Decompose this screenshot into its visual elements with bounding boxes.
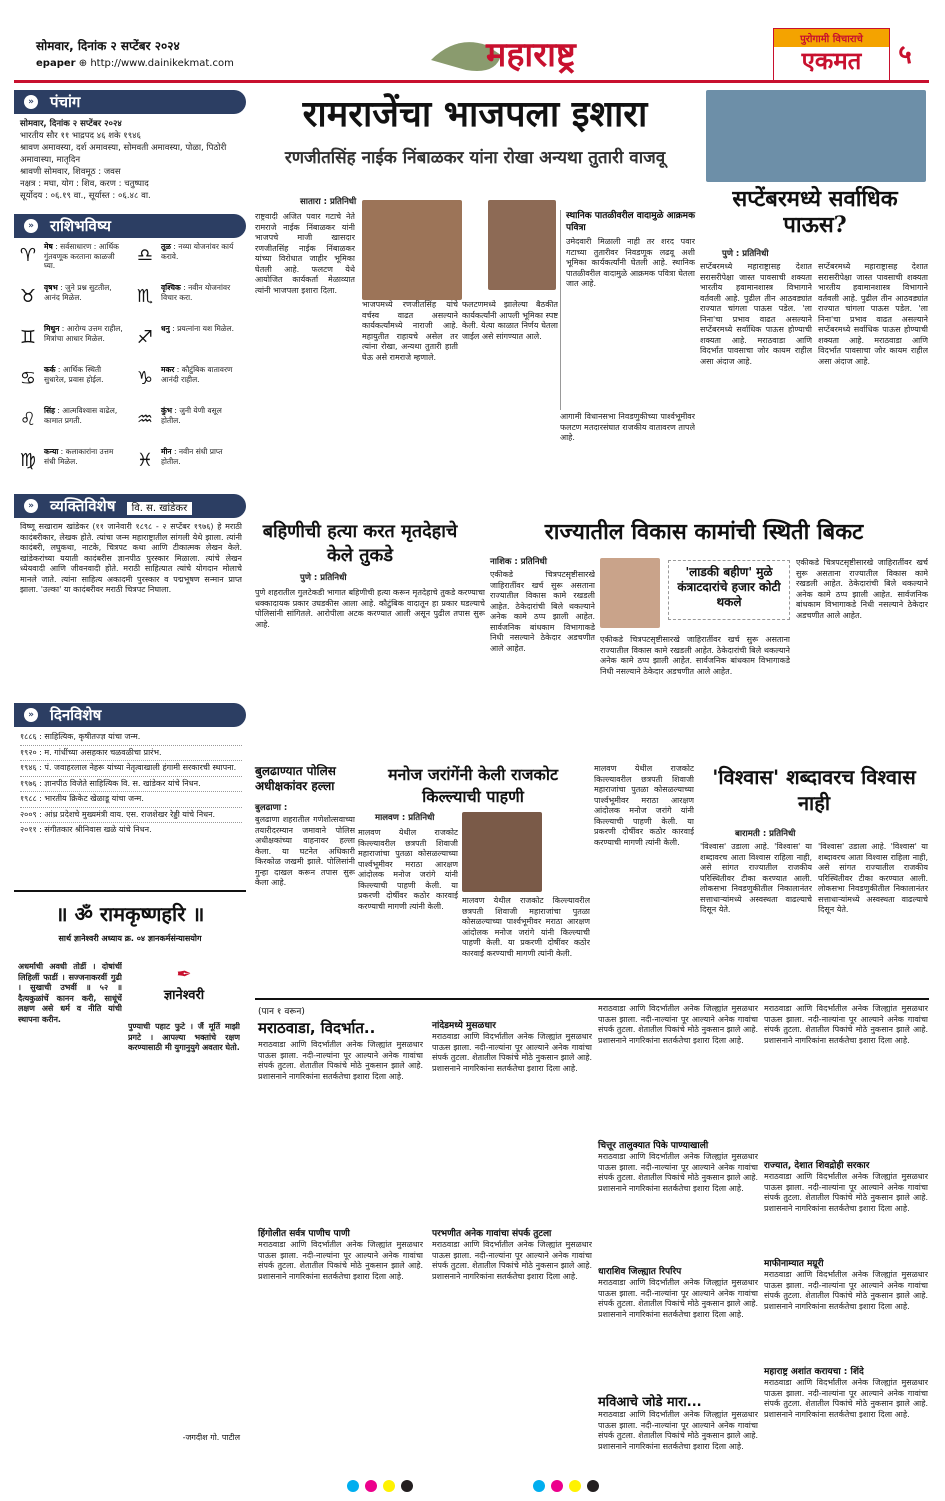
continuation-tag: (पान १ वरून) bbox=[258, 1007, 305, 1017]
cancer-icon: ♋ bbox=[19, 368, 37, 389]
chevron-icon: » bbox=[24, 499, 38, 513]
jarange-photo bbox=[462, 812, 542, 892]
vikas-headline: राज्यातील विकास कामांची स्थिती बिकट bbox=[544, 519, 864, 545]
rashi-text: नव्या योजनांवर कार्य करावे. bbox=[161, 242, 234, 261]
buldhana-body: बुलढाणा शहरातील गणेशोत्सवाच्या तयारीदरम्यान जमावाने पोलिस अधीक्षकांच्या वाहनावर हल्ला केला. या घटनेत अधिकारी किरकोळ जखमी झाले. पोलिसांनी गुन्हा दाखल करून तपास सुरू केला आहे. bbox=[255, 815, 355, 887]
aries-icon: ♈ bbox=[19, 245, 37, 266]
marathwada-sub-chittur: चित्तूर तालुक्यात पिके पाण्याखाली bbox=[598, 1141, 709, 1151]
dinvishesh-item: १९८८ : भारतीय क्रिकेट खेळाडू यांचा जन्म. bbox=[20, 792, 242, 808]
vikas-body-continued: एकीकडे चित्रपटसृष्टीसारखे जाहिरातींवर खर्च सुरू असताना राज्यातील विकास कामे रखडली आहेत. ठेकेदारांची बिले थकल्याने अनेक कामे ठप्प झाली आहेत. सार्वजनिक बांधकाम विभागाकडे निधी नसल्याने ठेकेदार अडचणीत आले आहेत. bbox=[600, 635, 790, 676]
brand-logo bbox=[773, 28, 890, 82]
magenta-dot bbox=[365, 1480, 377, 1492]
website-url[interactable]: http://www.dainikekmat.com bbox=[90, 58, 234, 69]
panchang-header bbox=[14, 90, 246, 114]
rashi-item: ♒ कुंभ : जुनी येणी वसूल होतील. bbox=[131, 406, 246, 446]
rashi-item: ♉ वृषभ : जुने प्रश्न सुटतील, आनंद मिळेल. bbox=[14, 283, 129, 323]
panchang-title: पंचांग bbox=[50, 93, 81, 111]
jarange-body-col3: मालवण येथील राजकोट किल्ल्यावरील छत्रपती शिवाजी महाराजांचा पुतळा कोसळल्याच्या पार्श्वभूमीवर मराठा आरक्षण आंदोलक मनोज जरांगे यांनी किल्ल्याची पाहणी केली. या प्रकरणी दोषींवर कठोर कारवाई करण्याची मागणी त्यांनी केली. bbox=[594, 764, 694, 847]
rashi-text: कलाकारांना उत्तम संधी मिळेल. bbox=[44, 447, 114, 466]
rashi-item: ♎ तूळ : नव्या योजनांवर कार्य करावे. bbox=[131, 242, 246, 282]
jarange-body: मालवण येथील राजकोट किल्ल्यावरील छत्रपती शिवाजी महाराजांचा पुतळा कोसळल्याच्या पार्श्वभूमीवर मराठा आरक्षण आंदोलक मनोज जरांगे यांनी किल्ल्याची पाहणी केली. या प्रकरणी दोषींवर कठोर कारवाई करण्याची मागणी त्यांनी केली. bbox=[358, 828, 458, 911]
brand-name: एकमत bbox=[801, 47, 862, 75]
vyakti-header bbox=[14, 494, 246, 518]
rashi-item: ♑ मकर : कौटुंबिक वातावरण आनंदी राहील. bbox=[131, 365, 246, 405]
header-rule bbox=[14, 80, 929, 83]
marathwada-body: मराठवाडा आणि विदर्भातील अनेक जिल्ह्यांत मुसळधार पाऊस झाला. नदी-नाल्यांना पूर आल्याने अनेक गावांचा संपर्क तुटला. शेतातील पिकांचे मोठे नुकसान झाले आहे. प्रशासनाने नागरिकांना सतर्कतेचा इशारा दिला आहे. bbox=[258, 1040, 423, 1081]
mviaa-body: मराठवाडा आणि विदर्भातील अनेक जिल्ह्यांत मुसळधार पाऊस झाला. नदी-नाल्यांना पूर आल्याने अनेक गावांचा संपर्क तुटला. शेतातील पिकांचे मोठे नुकसान झाले आहे. प्रशासनाने नागरिकांना सतर्कतेचा इशारा दिला आहे. bbox=[598, 1410, 758, 1451]
lead-headline: रामराजेंचा भाजपला इशारा bbox=[302, 93, 648, 135]
marathwada-sub-parbhani: परभणीत अनेक गावांचा संपर्क तुटला bbox=[432, 1229, 552, 1239]
yellow-dot bbox=[569, 1480, 581, 1492]
rashi-name: धनु bbox=[161, 324, 170, 333]
chevron-icon: » bbox=[24, 708, 38, 722]
dinvishesh-item: १८८६ : साहित्यिक, कृषीतज्ज्ञ यांचा जन्म. bbox=[20, 730, 242, 746]
registration-group bbox=[533, 1480, 599, 1492]
mviaa-headline: मविआचे जोडे मारा... bbox=[598, 1395, 702, 1410]
cyan-dot bbox=[533, 1480, 545, 1492]
marathwada-headline: मराठवाडा, विदर्भात.. bbox=[258, 1019, 376, 1037]
sagittarius-icon: ♐ bbox=[136, 327, 154, 348]
lead-body-col1: राष्ट्रवादी अजित पवार गटाचे नेते रामराजे नाईक निंबाळकर यांनी भाजपचे माजी खासदार रणजीतसिंह नाईक निंबाळकर यांच्या विरोधात जाहीर भूमिका घेतली आहे. फलटण येथे आयोजित कार्यकर्ता मेळाव्यात त्यांनी भाजपला इशारा दिला. bbox=[255, 212, 355, 295]
jarange-dateline: मालवण : प्रतिनिधी bbox=[375, 813, 435, 823]
rashi-name: वृषभ bbox=[44, 283, 58, 292]
taurus-icon: ♉ bbox=[19, 286, 37, 307]
vikas-photo bbox=[600, 558, 660, 628]
rashi-text: प्रयत्नांना यश मिळेल. bbox=[177, 324, 235, 333]
rashi-text: आत्मविश्वास वाढेल, कामात प्रगती. bbox=[44, 406, 118, 425]
sister-dateline: पुणे : प्रतिनिधी bbox=[300, 573, 347, 583]
rashi-header bbox=[14, 214, 246, 238]
rashi-name: मेष bbox=[44, 242, 53, 251]
lead-dateline: सातारा : प्रतिनिधी bbox=[300, 197, 357, 207]
rain-dateline: पुणे : प्रतिनिधी bbox=[722, 249, 769, 259]
magenta-dot bbox=[551, 1480, 563, 1492]
rain-body: सप्टेंबरमध्ये महाराष्ट्रासह देशात सरासरीपेक्षा जास्त पावसाची शक्यता भारतीय हवामानशास्त्र विभागाने वर्तवली आहे. पुढील तीन आठवड्यांत राज्यात चांगला पाऊस पडेल. 'ला निना'चा प्रभाव वाढत असल्याने सप्टेंबरमध्ये सर्वाधिक पाऊस होण्याची शक्यता आहे. मराठवाडा आणि विदर्भात पावसाचा जोर कायम राहील असा अंदाज आहे. bbox=[700, 262, 812, 366]
panchang-line: भारतीय सौर ११ भाद्रपद ४६ शके १९४६ bbox=[20, 131, 141, 141]
panchang-box bbox=[14, 116, 246, 208]
dinvishesh-item: २०११ : संगीतकार श्रीनिवास खळे यांचे निधन. bbox=[20, 825, 152, 834]
vyakti-body: विष्णू सखाराम खांडेकर (११ जानेवारी १८९८ - २ सप्टेंबर १९७६) हे मराठी कादंबरीकार, लेखक होते. त्यांचा जन्म महाराष्ट्रातील सांगली येथे झाला. त्यांनी कादंबरी, लघुकथा, नाटके, चित्रपट कथा आणि टीकात्मक लेखन केले. खांडेकरांच्या ययाती कादंबरीस ज्ञानपीठ पुरस्कार मिळाला. त्यांचे लेखन ध्येयवादी आणि जीवनवादी होते. मराठी साहित्यात त्यांचे योगदान मोलाचे मानले जाते. त्यांना साहित्य अकादमी पुरस्कार व पद्मभूषण सन्मान प्राप्त झाला. 'उल्का' या कादंबरीवर मराठी चित्रपट निघाला. bbox=[20, 522, 242, 594]
sister-body: पुणे शहरातील गुलटेकडी भागात बहिणीची हत्या करून मृतदेहाचे तुकडे करण्याचा धक्कादायक प्रकार उघडकीस आला आहे. कौटुंबिक वादातून हा प्रकार घडल्याचे पोलिसांनी सांगितले. आरोपीला अटक करण्यात आली असून पुढील तपास सुरू आहे. bbox=[255, 588, 485, 629]
rashi-text: नवीन योजनांवर विचार करा. bbox=[161, 283, 231, 302]
shivdrohi-body: मराठवाडा आणि विदर्भातील अनेक जिल्ह्यांत मुसळधार पाऊस झाला. नदी-नाल्यांना पूर आल्याने अनेक गावांचा संपर्क तुटला. शेतातील पिकांचे मोठे नुकसान झाले आहे. प्रशासनाने नागरिकांना सतर्कतेचा इशारा दिला आहे. bbox=[764, 1172, 928, 1213]
ramkrushna-subtitle: सार्थ ज्ञानेश्वरी अध्याय क्र. ०४ ज्ञानकर्मसंन्यासयोग bbox=[58, 934, 202, 943]
color-registration-bar bbox=[0, 1470, 945, 1501]
vishwas-body: 'विश्वास' उडाला आहे. 'विश्वास' या शब्दावरच आता विश्वास राहिला नाही, असे सांगत राज्यातील राजकीय परिस्थितीवर टीका करण्यात आली. लोकसभा निवडणुकीतील निकालानंतर सत्ताधाऱ्यांमध्ये अस्वस्थता वाढल्याचे दिसून येते. bbox=[700, 842, 812, 914]
rashi-name: मिथुन bbox=[44, 324, 60, 333]
virgo-icon: ♍ bbox=[19, 450, 37, 471]
panchang-line: नक्षत्र : मघा, योग : शिव, करण : चतुष्पाद bbox=[20, 179, 149, 189]
dinvishesh-item: १९४६ : पं. जवाहरलाल नेहरू यांच्या नेतृत्वाखाली हंगामी सरकारची स्थापना. bbox=[20, 761, 242, 777]
ranjitsinh-photo bbox=[488, 200, 556, 290]
rashi-text: नवीन संधी प्राप्त होतील. bbox=[161, 447, 223, 466]
marathwada-body-col2b: मराठवाडा आणि विदर्भातील अनेक जिल्ह्यांत मुसळधार पाऊस झाला. नदी-नाल्यांना पूर आल्याने अनेक गावांचा संपर्क तुटला. शेतातील पिकांचे मोठे नुकसान झाले आहे. प्रशासनाने नागरिकांना सतर्कतेचा इशारा दिला आहे. bbox=[432, 1240, 592, 1281]
rashi-text: आर्थिक स्थिती सुधारेल, प्रवास होईल. bbox=[44, 365, 104, 384]
rashi-name: मीन bbox=[161, 447, 172, 456]
marathwada-sub-nanded: नांदेडमध्ये मुसळधार bbox=[432, 1021, 496, 1031]
globe-icon: ⊕ bbox=[78, 58, 88, 69]
panchang-line: श्रावणी सोमवार, शिवमूठ : जवस bbox=[20, 167, 121, 177]
page-number: ५ bbox=[898, 40, 912, 70]
lead-body-col2: भाजपमध्ये रणजीतसिंह यांचे वर्चस्व वाढत असल्याने कार्यकर्त्यांमध्ये नाराजी आहे. महायुतीत राहायचे असेल तर त्यांना रोखा, अन्यथा तुतारी हाती घेऊ असे रामराजे म्हणाले. bbox=[362, 300, 458, 362]
dinvishesh-item: २००९ : आंध्र प्रदेशचे मुख्यमंत्री वाय. एस. राजशेखर रेड्डी यांचे निधन. bbox=[20, 808, 242, 824]
dinvishesh-item: १९२० : म. गांधींच्या असहकार चळवळीचा प्रारंभ. bbox=[20, 746, 242, 762]
capricorn-icon: ♑ bbox=[136, 368, 154, 389]
marathwada-body-col3: मराठवाडा आणि विदर्भातील अनेक जिल्ह्यांत मुसळधार पाऊस झाला. नदी-नाल्यांना पूर आल्याने अनेक गावांचा संपर्क तुटला. शेतातील पिकांचे मोठे नुकसान झाले आहे. प्रशासनाने नागरिकांना सतर्कतेचा इशारा दिला आहे. bbox=[598, 1004, 758, 1045]
lead-sidebar-title: स्थानिक पातळीवरील वादामुळे आक्रमक पवित्रा bbox=[566, 211, 695, 233]
vishwas-headline: 'विश्वास' शब्दावरच विश्वास नाही bbox=[712, 765, 916, 815]
pisces-icon: ♓ bbox=[136, 450, 154, 471]
rashi-name: कुंभ bbox=[161, 406, 173, 415]
vikas-inset bbox=[668, 560, 790, 620]
black-dot bbox=[587, 1480, 599, 1492]
sister-headline: बहिणीची हत्या करत मृतदेहाचे केले तुकडे bbox=[262, 521, 458, 566]
vikas-body-col3: एकीकडे चित्रपटसृष्टीसारखे जाहिरातींवर खर्च सुरू असताना राज्यातील विकास कामे रखडली आहेत. ठेकेदारांची बिले थकल्याने अनेक कामे ठप्प झाली आहेत. सार्वजनिक बांधकाम विभागाकडे निधी नसल्याने ठेकेदार अडचणीत आले आहेत. bbox=[796, 558, 928, 620]
brand-tagline: पुरोगामी विचाराचे bbox=[774, 29, 889, 47]
vikas-dateline: नाशिक : प्रतिनिधी bbox=[490, 557, 547, 567]
yellow-dot bbox=[383, 1480, 395, 1492]
rajeraje-photo bbox=[362, 200, 462, 300]
dinvishesh-list bbox=[20, 730, 242, 880]
rashi-item: ♐ धनु : प्रयत्नांना यश मिळेल. bbox=[131, 324, 246, 364]
rashi-text: आरोग्य उत्तम राहील, मित्रांचा आधार मिळेल. bbox=[44, 324, 123, 343]
ramkrushna-col2: पुण्याची पहाट फुटे । जैं मूर्ति माझी प्रगटे । आपल्या भक्तांचे रक्षण करण्यासाठी मी युगानुयुगे अवतार घेतो. bbox=[128, 1022, 240, 1052]
panchang-date: सोमवार, दिनांक २ सप्टेंबर २०२४ bbox=[20, 119, 122, 129]
rashi-item: ♍ कन्या : कलाकारांना उत्तम संधी मिळेल. bbox=[14, 447, 129, 487]
rashi-text: जुनी येणी वसूल होतील. bbox=[161, 406, 222, 425]
dnyaneshwari-logo bbox=[128, 964, 240, 1014]
lead-body-col4: आगामी विधानसभा निवडणुकीच्या पार्श्वभूमीवर फलटण मतदारसंघात राजकीय वातावरण तापले आहे. bbox=[560, 412, 695, 442]
chevron-icon: » bbox=[24, 219, 38, 233]
mafinama-body: मराठवाडा आणि विदर्भातील अनेक जिल्ह्यांत मुसळधार पाऊस झाला. नदी-नाल्यांना पूर आल्याने अनेक गावांचा संपर्क तुटला. शेतातील पिकांचे मोठे नुकसान झाले आहे. प्रशासनाने नागरिकांना सतर्कतेचा इशारा दिला आहे. bbox=[764, 1270, 928, 1311]
rashi-item: ♋ कर्क : आर्थिक स्थिती सुधारेल, प्रवास होईल. bbox=[14, 365, 129, 405]
rashi-text: सर्वसाधारण : आर्थिक गुंतवणूक करताना काळजी घ्या. bbox=[44, 242, 119, 270]
jarange-body-continued: मालवण येथील राजकोट किल्ल्यावरील छत्रपती शिवाजी महाराजांचा पुतळा कोसळल्याच्या पार्श्वभूमीवर मराठा आरक्षण आंदोलक मनोज जरांगे यांनी किल्ल्याची पाहणी केली. या प्रकरणी दोषींवर कठोर कारवाई करण्याची मागणी त्यांनी केली. bbox=[462, 896, 590, 958]
black-dot bbox=[401, 1480, 413, 1492]
rashi-item: ♏ वृश्चिक : नवीन योजनांवर विचार करा. bbox=[131, 283, 246, 323]
rashi-name: सिंह bbox=[44, 406, 55, 415]
marathwada-body-col3b: मराठवाडा आणि विदर्भातील अनेक जिल्ह्यांत मुसळधार पाऊस झाला. नदी-नाल्यांना पूर आल्याने अनेक गावांचा संपर्क तुटला. शेतातील पिकांचे मोठे नुकसान झाले आहे. प्रशासनाने नागरिकांना सतर्कतेचा इशारा दिला आहे. bbox=[598, 1152, 758, 1193]
marathwada-body-col1b: मराठवाडा आणि विदर्भातील अनेक जिल्ह्यांत मुसळधार पाऊस झाला. नदी-नाल्यांना पूर आल्याने अनेक गावांचा संपर्क तुटला. शेतातील पिकांचे मोठे नुकसान झाले आहे. प्रशासनाने नागरिकांना सतर्कतेचा इशारा दिला आहे. bbox=[258, 1240, 423, 1281]
sub-mafinama: माफीनाम्यात मग्रूरी bbox=[764, 1259, 824, 1269]
ramkrushna-title: ॥ ॐ रामकृष्णहरि ॥ bbox=[55, 902, 205, 926]
rain-body-continued: सप्टेंबरमध्ये महाराष्ट्रासह देशात सरासरीपेक्षा जास्त पावसाची शक्यता भारतीय हवामानशास्त्र विभागाने वर्तवली आहे. पुढील तीन आठवड्यांत राज्यात चांगला पाऊस पडेल. 'ला निना'चा प्रभाव वाढत असल्याने सप्टेंबरमध्ये सर्वाधिक पाऊस होण्याची शक्यता आहे. मराठवाडा आणि विदर्भात पावसाचा जोर कायम राहील असा अंदाज आहे. bbox=[818, 262, 928, 366]
ramkrushna-col1: अधर्माची अवधी तोडीं । दोषांचीं लिहिलीं फाडीं । सज्जनाकरवीं गुढी । सुखाची उभवीं ॥ ५२ ॥ दैत्यकुळांचें कानन करी, साधूंचें लक्षण असे धर्म व नीति यांची स्थापना करीन. bbox=[18, 962, 122, 1024]
vishwas-dateline: बारामती : प्रतिनिधी bbox=[735, 829, 796, 839]
registration-group bbox=[347, 1480, 413, 1492]
rashi-item: ♊ मिथुन : आरोग्य उत्तम राहील, मित्रांचा आधार मिळेल. bbox=[14, 324, 129, 364]
lead-subhead: रणजीतसिंह नाईक निंबाळकर यांना रोखा अन्यथा तुतारी वाजवू bbox=[284, 148, 666, 168]
cyan-dot bbox=[347, 1480, 359, 1492]
section-title: महाराष्ट्र bbox=[486, 35, 576, 75]
sub-shinde: महाराष्ट्र अशांत करायचा : शिंदे bbox=[764, 1367, 864, 1377]
gemini-icon: ♊ bbox=[19, 327, 37, 348]
pen-icon: ✒ bbox=[176, 964, 192, 985]
vyakti-title: व्यक्तिविशेष bbox=[50, 497, 116, 515]
marathwada-body-col4: मराठवाडा आणि विदर्भातील अनेक जिल्ह्यांत मुसळधार पाऊस झाला. नदी-नाल्यांना पूर आल्याने अनेक गावांचा संपर्क तुटला. शेतातील पिकांचे मोठे नुकसान झाले आहे. प्रशासनाने नागरिकांना सतर्कतेचा इशारा दिला आहे. bbox=[764, 1004, 928, 1045]
epaper-label: epaper bbox=[36, 58, 76, 69]
buldhana-headline: बुलढाण्यात पोलिस अधीक्षकांवर हल्ला bbox=[255, 764, 336, 793]
rashi-name: कर्क bbox=[44, 365, 56, 374]
rashi-text: जुने प्रश्न सुटतील, आनंद मिळेल. bbox=[44, 283, 112, 302]
edition-date: सोमवार, दिनांक २ सप्टेंबर २०२४ bbox=[36, 39, 180, 53]
aquarius-icon: ♒ bbox=[136, 409, 154, 430]
dinvishesh-header bbox=[14, 703, 246, 727]
vikas-body: एकीकडे चित्रपटसृष्टीसारखे जाहिरातींवर खर्च सुरू असताना राज्यातील विकास कामे रखडली आहेत. ठेकेदारांची बिले थकल्याने अनेक कामे ठप्प झाली आहेत. सार्वजनिक बांधकाम विभागाकडे निधी नसल्याने ठेकेदार अडचणीत आले आहेत. bbox=[490, 570, 595, 653]
sub-shivdrohi: राज्यात, देशात शिवद्रोही सरकार bbox=[764, 1161, 870, 1171]
dnyaneshwari-logo-text: ज्ञानेश्वरी bbox=[163, 988, 205, 1003]
rain-photo bbox=[706, 90, 926, 182]
marathwada-sub-dharashiv: धाराशिव जिल्ह्यात रिपरिप bbox=[598, 1267, 682, 1277]
jarange-headline: मनोज जरांगेंनी केली राजकोट किल्ल्याची पाहणी bbox=[387, 765, 559, 806]
shinde-body: मराठवाडा आणि विदर्भातील अनेक जिल्ह्यांत मुसळधार पाऊस झाला. नदी-नाल्यांना पूर आल्याने अनेक गावांचा संपर्क तुटला. शेतातील पिकांचे मोठे नुकसान झाले आहे. प्रशासनाने नागरिकांना सतर्कतेचा इशारा दिला आहे. bbox=[764, 1378, 928, 1419]
ramkrushna-signature: -जगदीश गो. पाटील bbox=[182, 1433, 240, 1442]
scorpio-icon: ♏ bbox=[136, 286, 154, 307]
rashi-title: राशिभविष्य bbox=[50, 217, 111, 235]
rashi-name: तूळ bbox=[161, 242, 171, 251]
marathwada-body-col3c: मराठवाडा आणि विदर्भातील अनेक जिल्ह्यांत मुसळधार पाऊस झाला. नदी-नाल्यांना पूर आल्याने अनेक गावांचा संपर्क तुटला. शेतातील पिकांचे मोठे नुकसान झाले आहे. प्रशासनाने नागरिकांना सतर्कतेचा इशारा दिला आहे. bbox=[598, 1278, 758, 1319]
libra-icon: ♎ bbox=[136, 245, 154, 266]
dinvishesh-title: दिनविशेष bbox=[50, 706, 102, 724]
rashi-name: कन्या bbox=[44, 447, 59, 456]
marathwada-body-col2: मराठवाडा आणि विदर्भातील अनेक जिल्ह्यांत मुसळधार पाऊस झाला. नदी-नाल्यांना पूर आल्याने अनेक गावांचा संपर्क तुटला. शेतातील पिकांचे मोठे नुकसान झाले आहे. प्रशासनाने नागरिकांना सतर्कतेचा इशारा दिला आहे. bbox=[432, 1032, 592, 1073]
chevron-icon: » bbox=[24, 95, 38, 109]
marathwada-sub-hingoli: हिंगोलीत सर्वत्र पाणीच पाणी bbox=[258, 1229, 350, 1239]
vishwas-body-continued: 'विश्वास' उडाला आहे. 'विश्वास' या शब्दावरच आता विश्वास राहिला नाही, असे सांगत राज्यातील राजकीय परिस्थितीवर टीका करण्यात आली. लोकसभा निवडणुकीतील निकालानंतर सत्ताधाऱ्यांमध्ये अस्वस्थता वाढल्याचे दिसून येते. bbox=[818, 842, 928, 914]
vyakti-name: वि. स. खांडेकर bbox=[127, 502, 193, 515]
panchang-line: श्रावण अमावस्या, दर्श अमावस्या, सोमवती अमावस्या, पोळा, पिठोरी अमावास्या, मातृदिन bbox=[20, 143, 227, 165]
ramkrushna-box bbox=[14, 890, 246, 1460]
lead-sidebar bbox=[560, 210, 695, 410]
rashi-grid bbox=[14, 242, 246, 487]
bottom-rule bbox=[255, 998, 929, 1000]
website-line[interactable] bbox=[36, 58, 234, 69]
rashi-text: कौटुंबिक वातावरण आनंदी राहील. bbox=[161, 365, 233, 384]
rashi-name: मकर bbox=[161, 365, 175, 374]
buldhana-dateline: बुलढाणा : bbox=[255, 803, 288, 813]
dinvishesh-item: १९७६ : ज्ञानपीठ विजेते साहित्यिक वि. स. खांडेकर यांचे निधन. bbox=[20, 777, 242, 793]
rashi-item: ♈ मेष : सर्वसाधारण : आर्थिक गुंतवणूक करताना काळजी घ्या. bbox=[14, 242, 129, 282]
lead-body-col3: फलटणमध्ये झालेल्या बैठकीत कार्यकर्त्यांनी आपली भूमिका स्पष्ट केली. येत्या काळात निर्णय घेतला जाईल असे सांगण्यात आले. bbox=[462, 300, 558, 341]
rashi-item: ♓ मीन : नवीन संधी प्राप्त होतील. bbox=[131, 447, 246, 487]
rain-headline: सप्टेंबरमध्ये सर्वाधिक पाऊस? bbox=[732, 186, 898, 238]
vikas-inset-title: 'लाडकी बहीण' मुळे कंत्राटदारांचे हजार कोटी थकले bbox=[677, 565, 781, 609]
lead-sidebar-body: उमेदवारी मिळाली नाही तर शरद पवार गटाच्या तुतारीवर निवडणूक लढवू अशी भूमिका कार्यकर्त्यांनी घेतली आहे. स्थानिक पातळीवरील वादामुळे आक्रमक पवित्रा घेतला जात आहे. bbox=[566, 237, 695, 288]
rashi-name: वृश्चिक bbox=[161, 283, 181, 292]
panchang-line: सूर्योदय : ०६.१९ वा., सूर्यास्त : ०६.४८ वा. bbox=[20, 191, 151, 201]
leo-icon: ♌ bbox=[19, 409, 37, 430]
rashi-item: ♌ सिंह : आत्मविश्वास वाढेल, कामात प्रगती. bbox=[14, 406, 129, 446]
